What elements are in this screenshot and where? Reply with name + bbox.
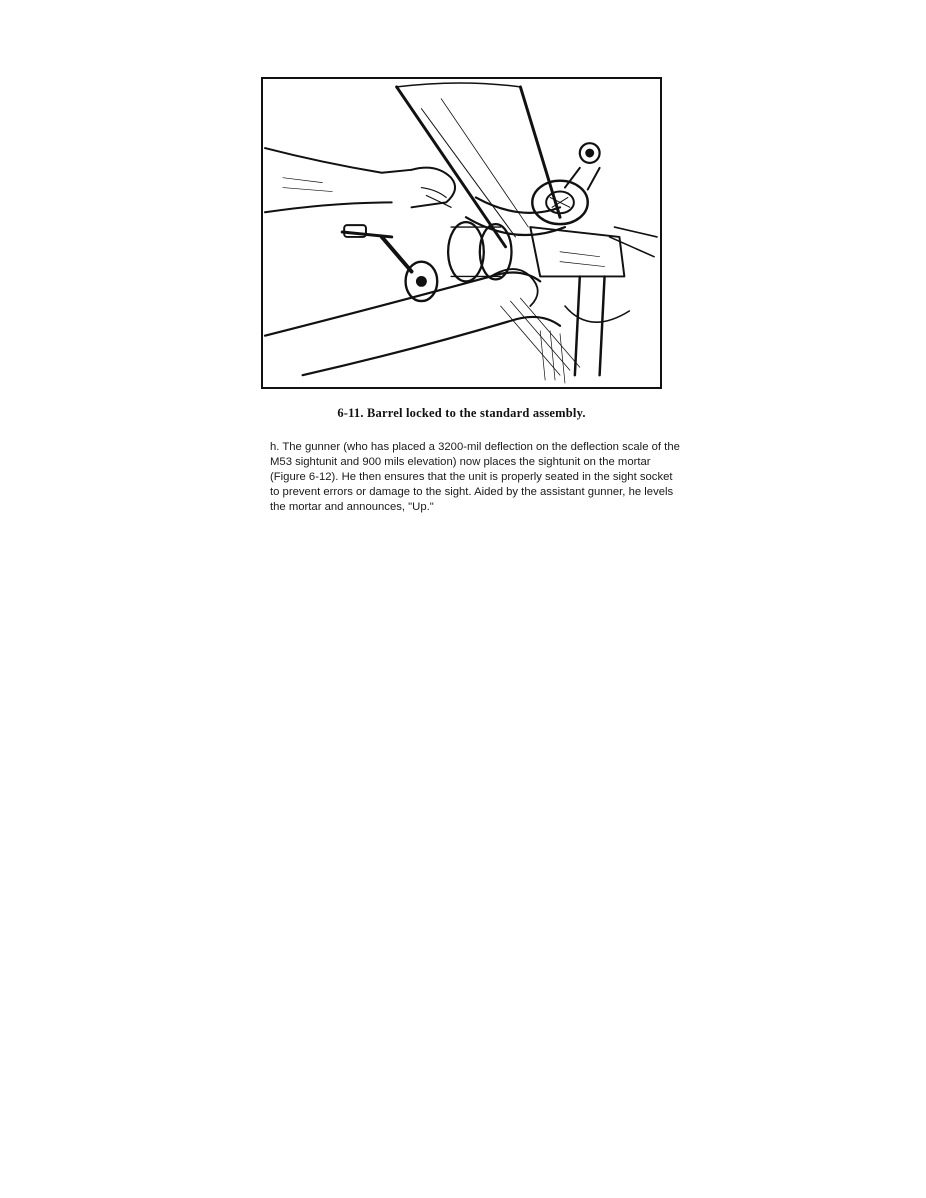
lower-arm [265, 272, 540, 335]
upper-arm [265, 148, 412, 173]
paragraph-line: the mortar and announces, "Up." [270, 501, 434, 513]
barrel-outline [397, 87, 506, 247]
figure-caption: 6-11. Barrel locked to the standard assembly. [337, 406, 586, 420]
mortar-assembly-illustration [263, 79, 660, 387]
figure-illustration-frame [261, 77, 662, 389]
paragraph-line: (Figure 6-12). He then ensures that the unit is properly seated in the sight socket [270, 471, 673, 483]
paragraph-line: h. The gunner (who has placed a 3200-mil deflection on the deflection scale of the [270, 441, 680, 453]
body-paragraph [270, 440, 700, 515]
paragraph-line: M53 sightunit and 900 mils elevation) now places the sightunit on the mortar [270, 456, 651, 468]
paragraph-line: to prevent errors or damage to the sight. Aided by the assistant gunner, he levels [270, 486, 674, 498]
